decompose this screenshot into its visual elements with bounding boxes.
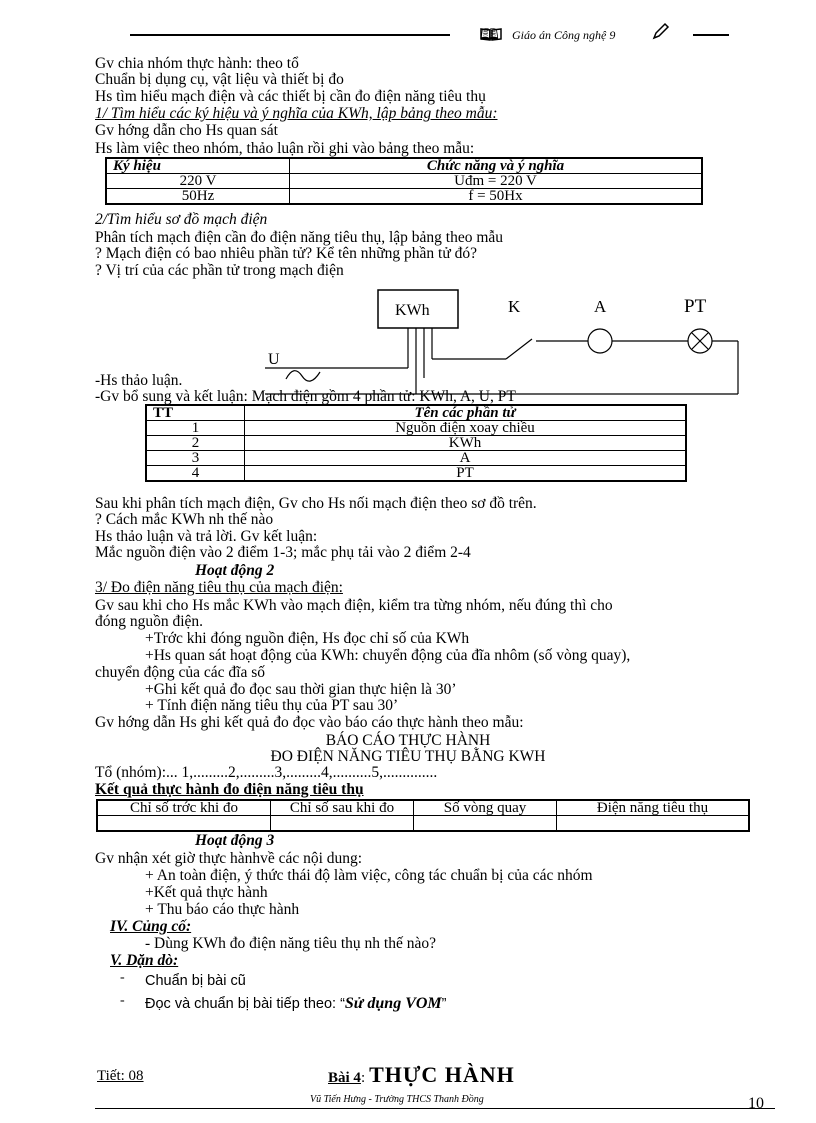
table-header: Ký hiệu — [106, 158, 290, 174]
book-icon-shape — [480, 27, 502, 41]
table-cell: 2 — [146, 436, 245, 451]
footer-author: Vũ Tiến Hưng - Trường THCS Thanh Đồng — [310, 1094, 484, 1105]
text-line: ? Vị trí của các phần tử trong mạch điện — [95, 262, 344, 279]
results-heading: Kết quả thực hành đo điện năng tiêu thụ — [95, 781, 364, 798]
table-cell: 50Hz — [106, 189, 290, 205]
lesson-title: THỰC HÀNH — [369, 1062, 515, 1087]
text-line: Gv hớng dẫn cho Hs quan sát — [95, 122, 278, 139]
table-cell: 4 — [146, 466, 245, 482]
table-cell — [271, 816, 414, 832]
table-cell: Uđm = 220 V — [290, 174, 703, 189]
text-line: +Hs quan sát hoạt động của KWh: chuyển động của đĩa nhôm (số vòng quay), — [145, 647, 631, 664]
text-line: Hs làm việc theo nhóm, thảo luận rồi ghi vào bảng theo mẫu: — [95, 140, 475, 157]
list-item-emphasis: Sử dụng VOM — [344, 995, 442, 1012]
table-header: Điện năng tiêu thụ — [557, 800, 750, 816]
table-row — [146, 421, 686, 436]
table-cell: 220 V — [106, 174, 290, 189]
report-title: BÁO CÁO THỰC HÀNH — [325, 732, 491, 749]
table-header: Số vòng quay — [414, 800, 557, 816]
kwh-label: KWh — [395, 302, 430, 319]
switch-label: K — [508, 297, 521, 316]
components-table — [145, 404, 687, 482]
text-line: Phân tích mạch điện cần đo điện năng tiêu thụ, lập bảng theo mẫu — [95, 229, 504, 246]
header-title: Giáo án Công nghệ 9 — [512, 28, 616, 42]
source-label: U — [268, 351, 280, 368]
circuit-diagram — [260, 284, 750, 399]
table-cell: A — [245, 451, 687, 466]
text-line: - Dùng KWh đo điện năng tiêu thụ nh thế nào? — [145, 935, 436, 952]
section-heading-4: IV. Củng cố: — [110, 918, 192, 935]
page-number: 10 — [748, 1095, 764, 1112]
table-cell: PT — [245, 466, 687, 482]
lesson-colon: : — [360, 1070, 366, 1086]
group-line: Tổ (nhóm):... 1,.........2,.........3,.........4,..........5,.............. — [95, 764, 438, 781]
text-line: + An toàn điện, ý thức thái độ làm việc, công tác chuẩn bị của các nhóm — [145, 867, 593, 884]
table-row — [146, 436, 686, 451]
text-line: -Hs thảo luận. — [95, 372, 183, 389]
lesson-period: Tiết: 08 — [97, 1068, 144, 1084]
table-row — [146, 466, 686, 482]
table-cell — [414, 816, 557, 832]
text-line: +Ghi kết quả đo đọc sau thời gian thực hiện là 30’ — [145, 681, 457, 698]
pencil-icon — [652, 22, 670, 40]
list-item-text: Đọc và chuẩn bị bài tiếp theo: “ — [145, 996, 345, 1012]
table-row — [106, 189, 702, 205]
results-table — [96, 799, 750, 832]
text-line: Gv chia nhóm thực hành: theo tổ — [95, 55, 299, 72]
text-line: Chuẩn bị dụng cụ, vật liệu và thiết bị đo — [95, 71, 344, 88]
text-line: ? Cách mắc KWh nh thế nào — [95, 511, 274, 528]
text-line: +Kết quả thực hành — [145, 884, 268, 901]
footer-rule — [95, 1108, 775, 1109]
lesson-number: Bài 4 — [328, 1070, 361, 1086]
section-heading-3: 3/ Đo điện năng tiêu thụ của mạch điện: — [95, 579, 343, 596]
table-header: Tên các phần tử — [245, 405, 687, 421]
text-line: + Tính điện năng tiêu thụ của PT sau 30’ — [145, 697, 399, 714]
text-line: đóng nguồn điện. — [95, 613, 204, 630]
text-line: ? Mạch điện có bao nhiêu phần tử? Kể tên những phần tử đó? — [95, 245, 478, 262]
table-cell: 1 — [146, 421, 245, 436]
table-cell: Nguồn điện xoay chiều — [245, 421, 687, 436]
bullet-icon: - — [120, 970, 125, 985]
text-line: -Gv bổ sung và kết luận: Mạch điện gồm 4 phần tử: KWh, A, U, PT — [95, 388, 516, 405]
symbol-table — [105, 157, 703, 205]
ac-source-symbol — [286, 371, 320, 381]
lamp-label: PT — [684, 296, 707, 317]
report-subtitle: ĐO ĐIỆN NĂNG TIÊU THỤ BẰNG KWH — [270, 748, 546, 765]
table-cell — [557, 816, 750, 832]
section-heading-1: 1/ Tìm hiểu các ký hiệu và ý nghĩa của KWh, lập bảng theo mẫu: — [95, 105, 498, 122]
activity-heading: Hoạt động 2 — [195, 562, 275, 579]
table-row — [97, 816, 749, 832]
list-item-text: ” — [441, 996, 447, 1012]
list-item — [145, 996, 446, 1012]
activity-heading: Hoạt động 3 — [195, 832, 275, 849]
section-heading-2: 2/Tìm hiểu sơ đồ mạch điện — [95, 211, 268, 228]
text-line: + Thu báo cáo thực hành — [145, 901, 300, 918]
table-cell — [97, 816, 271, 832]
text-line: Mắc nguồn điện vào 2 điểm 1-3; mắc phụ tải vào 2 điểm 2-4 — [95, 544, 471, 561]
table-header: TT — [146, 405, 245, 421]
switch-blade — [506, 339, 532, 359]
bullet-icon: - — [120, 993, 125, 1008]
table-cell: 3 — [146, 451, 245, 466]
table-header: Chỉ số trớc khi đo — [97, 800, 271, 816]
ammeter-label: A — [594, 297, 607, 316]
book-icon: 🕮 — [480, 27, 499, 44]
text-line: chuyển động của các đĩa số — [95, 664, 266, 681]
ammeter-symbol — [588, 329, 612, 353]
text-line: Gv nhận xét giờ thực hànhvề các nội dung: — [95, 850, 363, 867]
text-line: Gv sau khi cho Hs mắc KWh vào mạch điện, kiểm tra từng nhóm, nếu đúng thì cho — [95, 597, 613, 614]
table-cell: KWh — [245, 436, 687, 451]
table-cell: f = 50Hx — [290, 189, 703, 205]
text-line: Hs thảo luận và trả lời. Gv kết luận: — [95, 528, 318, 545]
section-heading-5: V. Dặn dò: — [110, 952, 179, 969]
table-header: Chỉ số sau khi đo — [271, 800, 414, 816]
list-item: Chuẩn bị bài cũ — [145, 973, 246, 989]
table-row — [146, 451, 686, 466]
header-rule-right — [693, 34, 729, 36]
text-line: Sau khi phân tích mạch điện, Gv cho Hs nối mạch điện theo sơ đồ trên. — [95, 495, 537, 512]
table-header: Chức năng và ý nghĩa — [290, 158, 703, 174]
lesson-heading — [328, 1062, 515, 1088]
text-line: +Trớc khi đóng nguồn điện, Hs đọc chỉ số của KWh — [145, 630, 470, 647]
table-row — [106, 174, 702, 189]
text-line: Hs tìm hiểu mạch điện và các thiết bị cần đo điện năng tiêu thụ — [95, 88, 486, 105]
text-line: Gv hớng dẫn Hs ghi kết quả đo đọc vào báo cáo thực hành theo mẫu: — [95, 714, 524, 731]
header-rule-left — [130, 34, 450, 36]
